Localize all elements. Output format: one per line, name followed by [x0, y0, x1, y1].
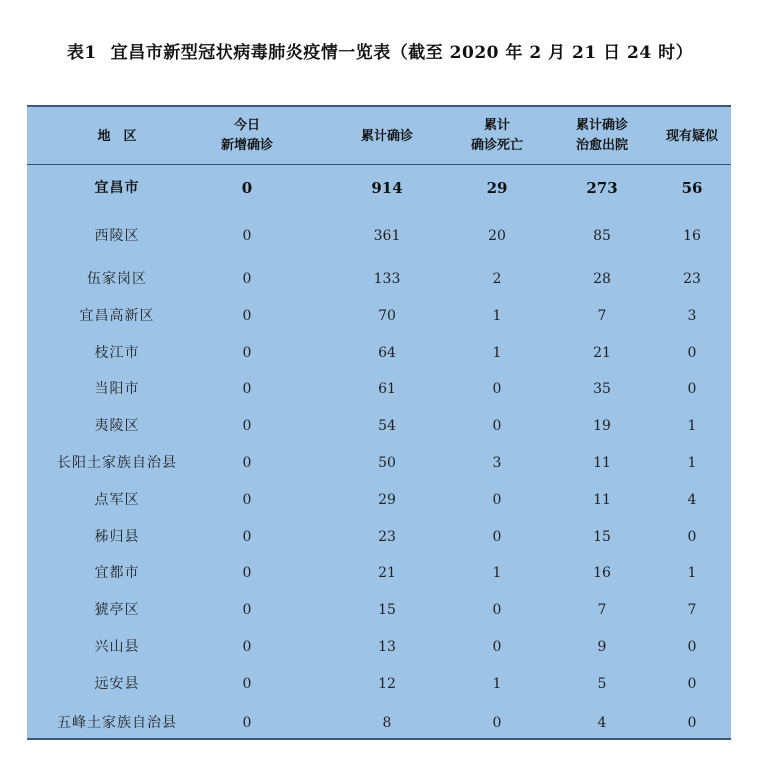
header-recovered-line2: 治愈出院	[575, 138, 628, 153]
new-today-cell: 0	[242, 602, 252, 618]
deaths-cell: 2	[492, 271, 502, 287]
table-row	[27, 224, 731, 248]
table-row	[27, 598, 731, 622]
new-today-cell: 0	[242, 565, 252, 581]
cumulative-cell: 12	[378, 676, 396, 692]
recovered-cell: 28	[593, 271, 611, 287]
suspected-cell: 1	[687, 418, 697, 434]
recovered-cell: 35	[593, 381, 611, 397]
table-row	[27, 635, 731, 659]
recovered-cell: 4	[597, 715, 607, 731]
deaths-cell: 0	[492, 492, 502, 508]
suspected-cell: 16	[683, 228, 701, 244]
table-row-total	[27, 176, 731, 200]
suspected-cell: 0	[687, 676, 697, 692]
recovered-cell: 273	[586, 179, 618, 197]
recovered-cell: 19	[593, 418, 611, 434]
suspected-cell: 0	[687, 715, 697, 731]
deaths-cell: 20	[488, 228, 506, 244]
new-today-cell: 0	[242, 228, 252, 244]
suspected-cell: 0	[687, 345, 697, 361]
deaths-cell: 29	[486, 179, 508, 197]
recovered-cell: 11	[593, 492, 611, 508]
cumulative-cell: 50	[378, 455, 396, 471]
suspected-cell: 4	[687, 492, 697, 508]
deaths-cell: 1	[492, 308, 502, 324]
table-label: 表1	[66, 43, 97, 63]
suspected-cell: 23	[683, 271, 701, 287]
header-deaths	[452, 116, 542, 156]
cumulative-cell: 21	[378, 565, 396, 581]
region-cell: 伍家岗区	[87, 271, 147, 287]
table-row	[27, 488, 731, 512]
cumulative-cell: 70	[378, 308, 396, 324]
region-cell: 西陵区	[94, 228, 140, 244]
header-deaths-line2: 确诊死亡	[470, 138, 523, 153]
new-today-cell: 0	[242, 271, 252, 287]
cumulative-cell: 23	[378, 529, 396, 545]
region-cell: 兴山县	[94, 639, 140, 655]
deaths-cell: 3	[492, 455, 502, 471]
suspected-cell: 0	[687, 529, 697, 545]
table-row	[27, 414, 731, 438]
header-recovered	[552, 116, 652, 156]
cumulative-cell: 914	[371, 179, 403, 197]
new-today-cell: 0	[241, 179, 253, 197]
region-cell: 点军区	[94, 492, 140, 508]
header-region: 地 区	[97, 129, 137, 144]
new-today-cell: 0	[242, 381, 252, 397]
table-row	[27, 377, 731, 401]
header-new-today-line2: 新增确诊	[220, 138, 273, 153]
deaths-cell: 0	[492, 529, 502, 545]
suspected-cell: 1	[687, 455, 697, 471]
new-today-cell: 0	[242, 492, 252, 508]
deaths-cell: 0	[492, 418, 502, 434]
header-recovered-line1: 累计确诊	[575, 118, 628, 133]
new-today-cell: 0	[242, 418, 252, 434]
header-new-today-line1: 今日	[233, 118, 260, 133]
cumulative-cell: 15	[378, 602, 396, 618]
suspected-cell: 56	[681, 179, 703, 197]
cumulative-cell: 64	[378, 345, 396, 361]
region-cell: 长阳土家族自治县	[57, 455, 177, 471]
header-deaths-line1: 累计	[483, 118, 510, 133]
deaths-cell: 1	[492, 345, 502, 361]
suspected-cell: 7	[687, 602, 697, 618]
cumulative-cell: 29	[378, 492, 396, 508]
cumulative-cell: 133	[373, 271, 401, 287]
table-row	[27, 267, 731, 291]
recovered-cell: 9	[597, 639, 607, 655]
table-row	[27, 711, 731, 735]
deaths-cell: 0	[492, 381, 502, 397]
page-title	[0, 38, 760, 63]
new-today-cell: 0	[242, 455, 252, 471]
suspected-cell: 0	[687, 381, 697, 397]
header-suspected: 现有疑似	[665, 129, 718, 144]
region-cell: 枝江市	[94, 345, 140, 361]
region-cell: 五峰土家族自治县	[57, 715, 177, 731]
cumulative-cell: 13	[378, 639, 396, 655]
table-row	[27, 525, 731, 549]
recovered-cell: 11	[593, 455, 611, 471]
new-today-cell: 0	[242, 345, 252, 361]
recovered-cell: 7	[597, 602, 607, 618]
header-cumulative: 累计确诊	[360, 129, 413, 144]
new-today-cell: 0	[242, 529, 252, 545]
table-row	[27, 304, 731, 328]
cumulative-cell: 61	[378, 381, 396, 397]
new-today-cell: 0	[242, 639, 252, 655]
new-today-cell: 0	[242, 308, 252, 324]
deaths-cell: 0	[492, 715, 502, 731]
table-row	[27, 672, 731, 696]
region-cell: 宜昌市	[94, 180, 140, 196]
region-cell: 宜都市	[94, 565, 140, 581]
recovered-cell: 16	[593, 565, 611, 581]
region-cell: 夷陵区	[94, 418, 140, 434]
suspected-cell: 3	[687, 308, 697, 324]
recovered-cell: 21	[593, 345, 611, 361]
suspected-cell: 1	[687, 565, 697, 581]
table-title-text: 宜昌市新型冠状病毒肺炎疫情一览表（截至 2020 年 2 月 21 日 24 时）	[110, 43, 694, 63]
region-cell: 远安县	[94, 676, 140, 692]
new-today-cell: 0	[242, 676, 252, 692]
cumulative-cell: 54	[378, 418, 396, 434]
table-row	[27, 451, 731, 475]
suspected-cell: 0	[687, 639, 697, 655]
new-today-cell: 0	[242, 715, 252, 731]
region-cell: 当阳市	[94, 381, 140, 397]
region-cell: 猇亭区	[94, 602, 140, 618]
region-cell: 宜昌高新区	[79, 308, 155, 324]
recovered-cell: 15	[593, 529, 611, 545]
table-header	[27, 107, 731, 165]
deaths-cell: 0	[492, 639, 502, 655]
recovered-cell: 85	[593, 228, 611, 244]
epidemic-table	[27, 105, 731, 740]
recovered-cell: 5	[597, 676, 607, 692]
table-row	[27, 341, 731, 365]
recovered-cell: 7	[597, 308, 607, 324]
cumulative-cell: 361	[373, 228, 401, 244]
deaths-cell: 1	[492, 676, 502, 692]
header-new-today	[202, 116, 292, 156]
region-cell: 秭归县	[94, 529, 140, 545]
deaths-cell: 1	[492, 565, 502, 581]
table-row	[27, 561, 731, 585]
deaths-cell: 0	[492, 602, 502, 618]
cumulative-cell: 8	[382, 715, 392, 731]
